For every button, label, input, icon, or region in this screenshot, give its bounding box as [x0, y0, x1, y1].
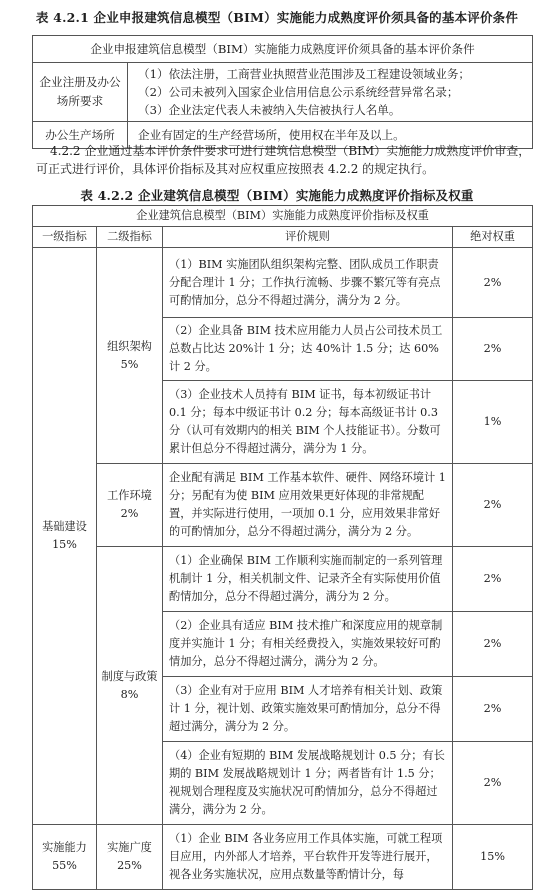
basic-conditions-table: [32, 35, 533, 149]
level2-cell: [97, 547, 163, 825]
paragraph-4-2-2: [36, 142, 531, 178]
table-row: [33, 63, 533, 122]
column-header: 一级指标: [33, 227, 97, 248]
weight-cell: 2%: [453, 612, 533, 677]
table-header: 企业申报建筑信息模型（BIM）实施能力成熟度评价须具备的基本评价条件: [33, 36, 533, 63]
weight-cell: 2%: [453, 547, 533, 612]
table-4-2-2-caption: 表 4.2.2 企业建筑信息模型（BIM）实施能力成熟度评价指标及权重: [80, 188, 474, 203]
level2-weight: 25%: [117, 859, 142, 872]
row-content: [128, 63, 533, 122]
level1-name: 实施能力: [42, 841, 87, 854]
rule-cell: （3）企业技术人员持有 BIM 证书，每本初级证书计 0.1 分；每本中级证书计 0.2 分；每本高级证书计 0.3 分（认可有效期内的相关 BIM 个人技能证书）。分数可累计但总分不得超过满分，满分为 1 分。: [163, 381, 453, 464]
rule-cell: （2）企业具备 BIM 技术应用能力人员占公司技术员工总数占比达 20%计 1 分；达 40%计 1.5 分；达 60%计 2 分。: [163, 318, 453, 381]
level2-name: 制度与政策: [101, 669, 158, 683]
list-item: （3）企业法定代表人未被纳入失信被执行人名单。: [138, 103, 401, 117]
row-label: 办公生产场所: [33, 122, 128, 149]
paragraph-line: 可正式进行评价，具体评价指标及其对应权重应按照表 4.2.2 的规定执行。: [36, 162, 435, 176]
level2-name: 实施广度: [107, 841, 152, 854]
row-label: 企业注册及办公场所要求: [33, 63, 128, 122]
level2-name: 组织架构: [107, 339, 152, 353]
weight-cell: 2%: [453, 318, 533, 381]
weight-cell: 15%: [453, 825, 533, 890]
level1-cell: [33, 825, 97, 890]
rule-cell: （2）企业具有适应 BIM 技术推广和深度应用的规章制度并实施计 1 分；有相关经费投入，实施效果较好可酌情加分，总分不得超过满分，满分为 2 分。: [163, 612, 453, 677]
paragraph-line: 4.2.2 企业通过基本评价条件要求可进行建筑信息模型（BIM）实施能力成熟度评价审查，: [50, 144, 531, 158]
level2-weight: 2%: [120, 507, 139, 520]
rule-cell: 企业配有满足 BIM 工作基本软件、硬件、网络环境计 1 分；另配有为使 BIM 应用效果更好体现的非常规配置，并实际进行使用，一项加 0.1 分，应用效果非常好的可酌情加分，总分不得超过满分，满分为 2 分。: [163, 464, 453, 547]
level1-name: 基础建设: [42, 520, 87, 533]
level1-cell: [33, 248, 97, 825]
level2-weight: 8%: [120, 687, 139, 701]
rule-cell: （1）企业 BIM 各业务应用工作具体实施，可就工程项目应用，内外部人才培养，平台软件开发等进行展开，视各业务实施状况，应用点数量等酌情计分，每: [163, 825, 453, 890]
column-header: 评价规则: [163, 227, 453, 248]
rule-cell: （3）企业有对于应用 BIM 人才培养有相关计划、政策计 1 分，视计划、政策实施效果可酌情加分，总分不得超过满分，满分为 2 分。: [163, 677, 453, 742]
table-4-2-1-caption: 表 4.2.1 企业申报建筑信息模型（BIM）实施能力成熟度评价须具备的基本评价条件: [35, 10, 519, 25]
level2-cell: [97, 464, 163, 547]
table-row: [33, 464, 533, 547]
weight-cell: 2%: [453, 464, 533, 547]
column-header: 二级指标: [97, 227, 163, 248]
weight-cell: 2%: [453, 248, 533, 318]
weight-cell: 1%: [453, 381, 533, 464]
table-header: 企业建筑信息模型（BIM）实施能力成熟度评价指标及权重: [33, 206, 533, 227]
level2-weight: 5%: [120, 357, 139, 371]
level2-cell: [97, 248, 163, 464]
level1-weight: 55%: [52, 859, 77, 872]
list-item: （2）公司未被列入国家企业信用信息公示系统经营异常名录；: [138, 85, 459, 99]
level2-cell: [97, 825, 163, 890]
row-content: 企业有固定的生产经营场所，使用权在半年及以上。: [128, 122, 533, 149]
column-header: 绝对权重: [453, 227, 533, 248]
rule-cell: （4）企业有短期的 BIM 发展战略规划计 0.5 分；有长期的 BIM 发展战略规划计 1 分；两者皆有计 1.5 分；视规划合理程度及实施状况可酌情加分，总分不得超过满分，满分为 2 分。: [163, 742, 453, 825]
evaluation-indicators-table: [32, 205, 533, 890]
weight-cell: 2%: [453, 742, 533, 825]
rule-cell: （1）BIM 实施团队组织架构完整、团队成员工作职责分配合理计 1 分；工作执行流畅、步骤不繁冗等有亮点可酌情加分，总分不得超过满分，满分为 2 分。: [163, 248, 453, 318]
level2-name: 工作环境: [107, 489, 152, 502]
level1-weight: 15%: [52, 538, 77, 551]
list-item: （1）依法注册，工商营业执照营业范围涉及工程建设领域业务；: [138, 67, 471, 81]
table-row: [33, 825, 533, 890]
rule-cell: （1）企业确保 BIM 工作顺利实施而制定的一系列管理机制计 1 分，相关机制文件、记录齐全有实际使用价值酌情加分，总分不得超过满分，满分为 2 分。: [163, 547, 453, 612]
table-row: [33, 248, 533, 318]
table-row: [33, 547, 533, 612]
weight-cell: 2%: [453, 677, 533, 742]
